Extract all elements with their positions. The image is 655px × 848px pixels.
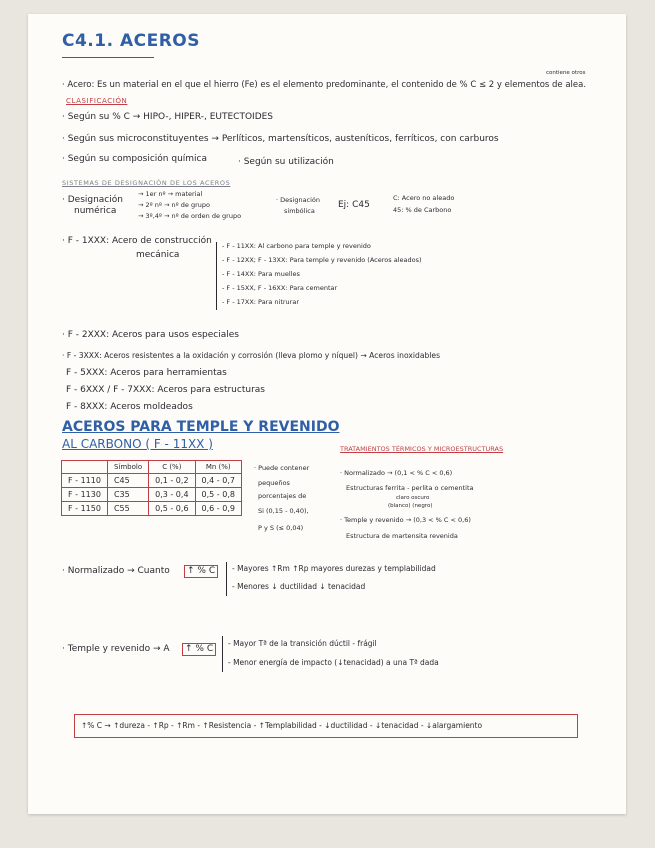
notebook-page [28,14,626,814]
table-cell: C55 [107,502,148,516]
series-item: · F - 3XXX: Aceros resistentes a la oxidación y corrosión (lleva plomo y níquel) → Aceros inoxidables [62,351,441,360]
table-header: Símbolo [107,461,148,474]
temple-effect-box: ↑ % C [182,643,216,656]
temple-effect-item: - Mayor Tª de la transición dúctil - frágil [228,639,377,648]
normalizado-box: ↑ % C [184,565,218,578]
tratamiento-normalizado: · Normalizado → (0,1 < % C < 0,6) [340,469,453,477]
temple-heading: ACEROS PARA TEMPLE Y REVENIDO [62,419,340,435]
numerica-item: → 1er nº → material [138,190,203,198]
clasificacion-item: · Según su utilización [238,157,334,167]
simbolica-example-item: C: Acero no aleado [393,194,455,202]
table-cell: F - 1150 [62,502,108,516]
f1-item: - F - 17XX: Para nitrurar [222,298,299,306]
clasificacion-heading: CLASIFICACIÓN [66,97,128,105]
clasificacion-item: · Según su composición química [62,154,208,164]
intro-definition: · Acero: Es un material en el que el hierro (Fe) es el elemento predominante, el contenido de % C ≤ 2 y elementos de alea. [62,80,587,90]
table-cell: 0,4 - 0,7 [195,474,241,488]
f1-item: - F - 12XX; F - 13XX: Para temple y revenido (Aceros aleados) [222,256,422,264]
table-cell: 0,1 - 0,2 [149,474,195,488]
tratamiento-temple-desc: Estructura de martensita revenida [346,532,458,540]
numerica-label: numérica [74,206,117,216]
intro-side-note: contiene otros [546,70,586,76]
numerica-item: → 3º,4º → nº de orden de grupo [138,212,242,220]
simbolica-example-item: 45: % de Carbono [393,206,452,214]
table-cell: F - 1130 [62,488,108,502]
table-header: C (%) [149,461,195,474]
table-header-row [62,461,242,474]
simbolica-example: Ej: C45 [338,200,370,210]
table-header: Mn (%) [195,461,241,474]
normalizado-effect-item: - Mayores ↑Rm ↑Rp mayores durezas y templabilidad [232,564,436,573]
table-cell: F - 1110 [62,474,108,488]
tratamiento-normalizado-sub: (blanco) (negro) [388,503,433,509]
table-row [62,488,242,502]
tratamientos-heading: TRATAMIENTOS TÉRMICOS Y MICROESTRUCTURAS [340,445,504,453]
clasificacion-item: · Según su % C → HIPO-, HIPER-, EUTECTOIDES [62,112,274,122]
normalizado-lead: · Normalizado → Cuanto [62,566,170,576]
table-cell: 0,6 - 0,9 [195,502,241,516]
series-item: · F - 2XXX: Aceros para usos especiales [62,330,239,340]
temple-note: porcentajes de [258,492,307,500]
temple-note: pequeños [258,479,290,487]
tratamiento-temple: · Temple y revenido → (0,3 < % C < 0,6) [340,516,471,524]
clasificacion-item: · Según sus microconstituyentes → Perlíticos, martensíticos, austeníticos, ferríticos, con carburos [62,134,499,144]
table-cell: 0,5 - 0,6 [149,502,195,516]
table-row [62,502,242,516]
table-cell: 0,3 - 0,4 [149,488,195,502]
series-item: F - 8XXX: Aceros moldeados [66,402,193,412]
temple-note: P y S (≤ 0,04) [258,524,304,532]
table-header [62,461,108,474]
f1-item: - F - 11XX: Al carbono para temple y revenido [222,242,371,250]
f1-heading-cont: mecánica [136,250,180,260]
normalizado-brace [226,562,227,596]
numerica-item: → 2º nº → nº de grupo [138,201,210,209]
f1-item: - F - 15XX, F - 16XX: Para cementar [222,284,338,292]
f1-heading: · F - 1XXX: Acero de construcción [62,236,212,246]
numerica-label: · Designación [62,195,123,205]
normalizado-effect-item: - Menores ↓ ductilidad ↓ tenacidad [232,582,366,591]
table-cell: C35 [107,488,148,502]
page-title: C4.1. ACEROS [62,31,200,51]
title-underline [62,57,154,58]
table-cell: 0,5 - 0,8 [195,488,241,502]
steel-table [61,460,242,516]
temple-note: · Puede contener [254,464,310,472]
f1-item: - F - 14XX: Para muelles [222,270,300,278]
temple-subheading: AL CARBONO ( F - 11XX ) [62,437,213,451]
series-item: F - 5XXX: Aceros para herramientas [66,368,227,378]
temple-effect-item: - Menor energía de impacto (↓tenacidad) a una Tª dada [228,658,439,667]
tratamiento-normalizado-sub: claro oscuro [396,495,430,501]
series-item: F - 6XXX / F - 7XXX: Aceros para estructuras [66,385,265,395]
temple-note: Si (0,15 - 0,40), [258,507,309,515]
tratamiento-normalizado-desc: Estructuras ferrita - perlita o cementita [346,484,474,492]
simbolica-label: · Designación [276,196,321,204]
simbolica-label: simbólica [284,207,315,215]
sistemas-heading: SISTEMAS DE DESIGNACIÓN DE LOS ACEROS [62,179,231,187]
table-cell: C45 [107,474,148,488]
table-row [62,474,242,488]
summary-box: ↑% C → ↑dureza - ↑Rp - ↑Rm - ↑Resistencia - ↑Templabilidad - ↓ductilidad - ↓tenacidad - ↓alargamiento [74,714,578,738]
f1-brace [216,242,217,310]
temple-effect-lead: · Temple y revenido → A [62,644,170,654]
temple-effect-brace [222,636,223,672]
